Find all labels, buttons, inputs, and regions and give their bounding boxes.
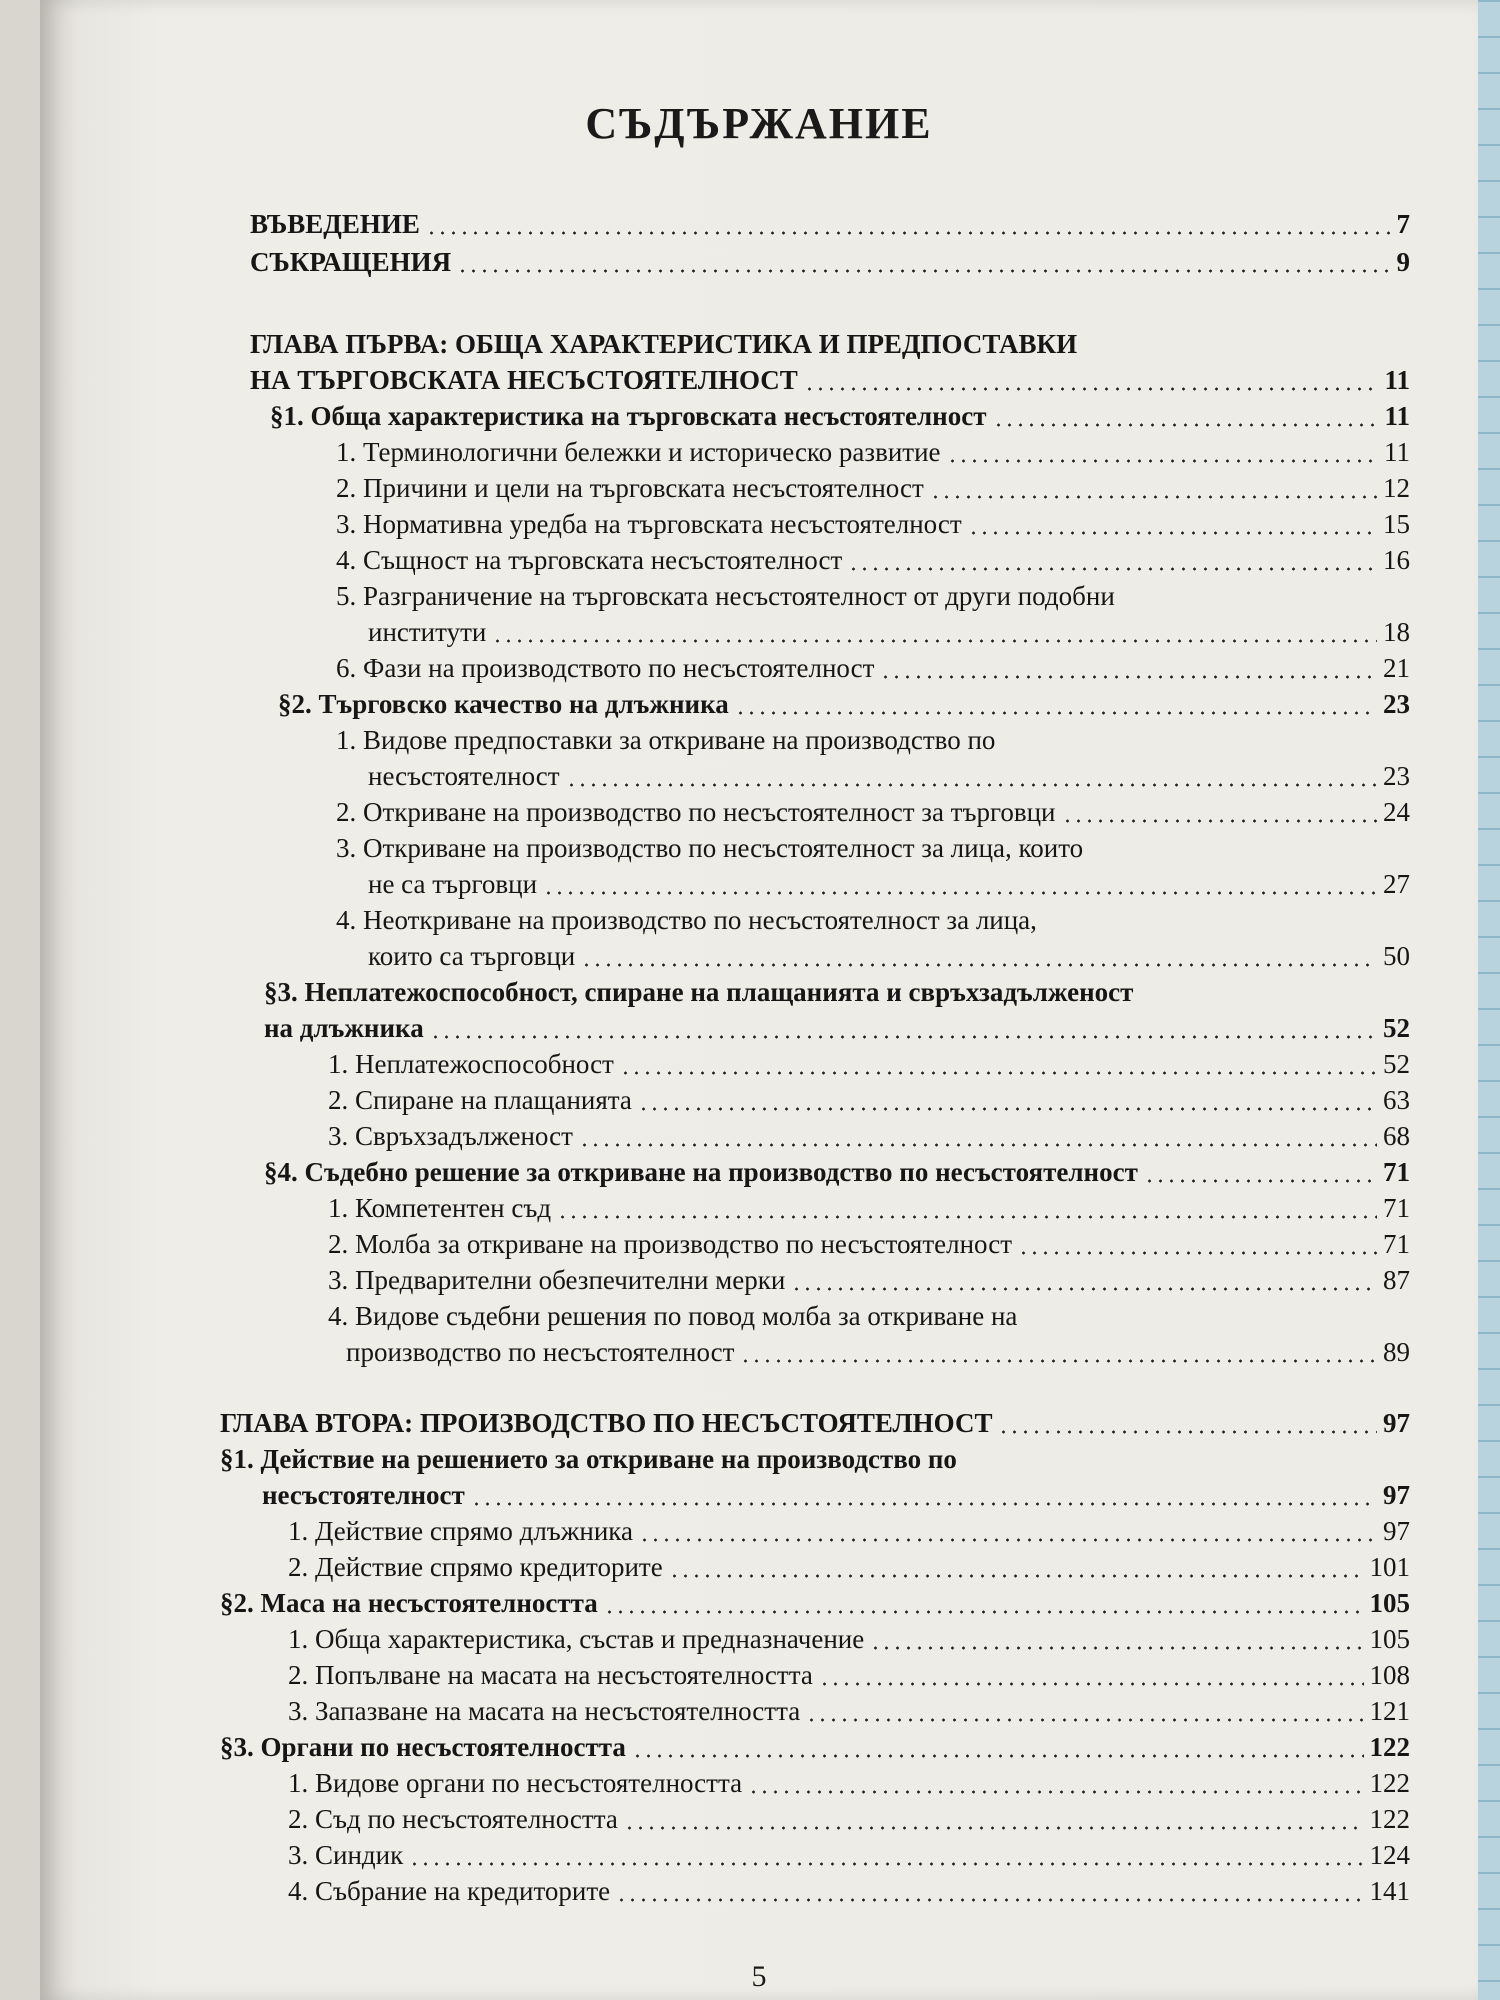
toc-entry-page: 71 bbox=[1383, 1157, 1410, 1187]
toc-item bbox=[336, 470, 1410, 506]
toc-item bbox=[288, 1765, 1410, 1801]
toc-entry-label: 6. Фази на производството по несъстоятелност bbox=[336, 653, 875, 683]
toc-section-1-3 bbox=[264, 1010, 1410, 1046]
dot-leader bbox=[791, 1287, 1377, 1291]
toc-item-line1: 5. Разграничение на търговската несъстоятелност от други подобни bbox=[336, 581, 1115, 611]
dot-leader bbox=[639, 1538, 1377, 1542]
toc-entry-page: 122 bbox=[1369, 1768, 1410, 1798]
dot-leader bbox=[620, 1071, 1377, 1075]
toc-item bbox=[336, 650, 1410, 686]
toc-entry-page: 11 bbox=[1384, 437, 1410, 467]
toc-item-line1: 4. Видове съдебни решения по повод молба за откриване на bbox=[328, 1301, 1018, 1331]
toc-entry-page: 52 bbox=[1383, 1013, 1410, 1043]
dot-leader bbox=[471, 1502, 1377, 1506]
toc-item bbox=[288, 1837, 1410, 1873]
dot-leader bbox=[426, 231, 1391, 235]
toc-item bbox=[328, 1082, 1410, 1118]
dot-leader bbox=[848, 567, 1377, 571]
book-page bbox=[40, 0, 1478, 2000]
toc-entry-page: 50 bbox=[1383, 941, 1410, 971]
toc-entry-label: 1. Компетентен съд bbox=[328, 1193, 552, 1223]
toc-entry-page: 122 bbox=[1369, 1732, 1410, 1762]
toc-item bbox=[328, 1190, 1410, 1226]
toc-item bbox=[368, 866, 1410, 902]
toc-entry-page: 12 bbox=[1383, 473, 1410, 503]
toc-item bbox=[288, 1873, 1410, 1909]
dot-leader bbox=[579, 1143, 1377, 1147]
toc-entry-label: 1. Терминологични бележки и историческо развитие bbox=[336, 437, 941, 467]
dot-leader bbox=[604, 1610, 1364, 1614]
toc-section-1-4 bbox=[264, 1154, 1410, 1190]
toc-entry-page: 68 bbox=[1383, 1121, 1410, 1151]
toc-entry-label: §3. Органи по несъстоятелността bbox=[220, 1732, 626, 1762]
toc-entry-page: 87 bbox=[1383, 1265, 1410, 1295]
dot-leader bbox=[638, 1107, 1377, 1111]
dot-leader bbox=[457, 269, 1390, 273]
toc-entry-label: 2. Попълване на масата на несъстоятелността bbox=[288, 1660, 813, 1690]
toc-entry-page: 27 bbox=[1383, 869, 1410, 899]
toc-entry-page: 105 bbox=[1369, 1624, 1410, 1654]
toc-entry-page: 108 bbox=[1369, 1660, 1410, 1690]
toc-section-1-2 bbox=[278, 686, 1410, 722]
toc-entry-label: производство по несъстоятелност bbox=[346, 1337, 735, 1367]
dot-leader bbox=[581, 963, 1377, 967]
toc-item bbox=[328, 1262, 1410, 1298]
toc-section-1-1 bbox=[270, 398, 1410, 434]
dot-leader bbox=[968, 531, 1377, 535]
toc-entry-page: 71 bbox=[1383, 1193, 1410, 1223]
toc-entry-label: 1. Неплатежоспособност bbox=[328, 1049, 614, 1079]
toc-item bbox=[328, 1118, 1410, 1154]
dot-leader bbox=[492, 639, 1377, 643]
page-title: СЪДЪРЖАНИЕ bbox=[585, 99, 933, 148]
toc-entry-label: 3. Синдик bbox=[288, 1840, 404, 1870]
table-of-contents bbox=[40, 0, 1478, 2000]
toc-entry-page: 18 bbox=[1383, 617, 1410, 647]
toc-section-1-3-line1: §3. Неплатежоспособност, спиране на плащанията и свръхзадълженост bbox=[264, 977, 1134, 1007]
toc-entry-page: 89 bbox=[1383, 1337, 1410, 1367]
toc-item bbox=[288, 1693, 1410, 1729]
toc-entry-label: ГЛАВА ВТОРА: ПРОИЗВОДСТВО ПО НЕСЪСТОЯТЕЛНОСТ bbox=[220, 1408, 993, 1438]
toc-chapter-1 bbox=[250, 362, 1410, 398]
dot-leader bbox=[543, 891, 1377, 895]
toc-entry-page: 11 bbox=[1384, 365, 1410, 395]
dot-leader bbox=[1018, 1251, 1377, 1255]
toc-item bbox=[336, 506, 1410, 542]
toc-entry-page: 63 bbox=[1383, 1085, 1410, 1115]
toc-item bbox=[328, 1046, 1410, 1082]
toc-item-line1: 1. Видове предпоставки за откриване на производство по bbox=[336, 725, 996, 755]
toc-section-2-1-line1: §1. Действие на решението за откриване на производство по bbox=[220, 1444, 957, 1474]
toc-entry-label: 1. Обща характеристика, състав и предназначение bbox=[288, 1624, 865, 1654]
toc-entry-label: 2. Причини и цели на търговската несъстоятелност bbox=[336, 473, 924, 503]
toc-entry-label: СЪКРАЩЕНИЯ bbox=[250, 247, 452, 277]
toc-entry-label: не са търговци bbox=[368, 869, 538, 899]
dot-leader bbox=[409, 1862, 1363, 1866]
toc-entry-page: 97 bbox=[1383, 1408, 1410, 1438]
dot-leader bbox=[998, 1430, 1377, 1434]
toc-entry-label: §2. Маса на несъстоятелността bbox=[220, 1588, 598, 1618]
toc-item bbox=[368, 758, 1410, 794]
toc-entry-page: 7 bbox=[1396, 209, 1410, 239]
toc-entry-page: 16 bbox=[1383, 545, 1410, 575]
toc-section-2-1 bbox=[262, 1477, 1410, 1513]
dot-leader bbox=[632, 1754, 1364, 1758]
toc-item bbox=[288, 1513, 1410, 1549]
toc-item bbox=[368, 938, 1410, 974]
toc-entry-label: несъстоятелност bbox=[368, 761, 560, 791]
dot-leader bbox=[870, 1646, 1363, 1650]
toc-entry-page: 124 bbox=[1369, 1840, 1410, 1870]
dot-leader bbox=[1144, 1179, 1377, 1183]
toc-entry-label: 1. Действие спрямо длъжника bbox=[288, 1516, 634, 1546]
dot-leader bbox=[930, 495, 1377, 499]
dot-leader bbox=[947, 459, 1378, 463]
toc-entry-label: 2. Откриване на производство по несъстоятелност за търговци bbox=[336, 797, 1056, 827]
toc-item bbox=[368, 614, 1410, 650]
toc-item bbox=[336, 434, 1410, 470]
dot-leader bbox=[806, 1718, 1363, 1722]
toc-entry-page: 97 bbox=[1383, 1516, 1410, 1546]
dot-leader bbox=[616, 1898, 1363, 1902]
toc-entry-page: 11 bbox=[1384, 401, 1410, 431]
toc-entry-label: ВЪВЕДЕНИЕ bbox=[250, 209, 420, 239]
toc-entry-label: 2. Съд по несъстоятелността bbox=[288, 1804, 618, 1834]
toc-entry-page: 105 bbox=[1369, 1588, 1410, 1618]
toc-chapter-2 bbox=[220, 1405, 1410, 1441]
toc-entry-page: 24 bbox=[1383, 797, 1410, 827]
toc-entry-label: 2. Молба за откриване на производство по несъстоятелност bbox=[328, 1229, 1013, 1259]
toc-entry-label: несъстоятелност bbox=[262, 1480, 465, 1510]
toc-entry-label: 4. Същност на търговската несъстоятелност bbox=[336, 545, 843, 575]
toc-item bbox=[328, 1226, 1410, 1262]
toc-entry-page: 15 bbox=[1383, 509, 1410, 539]
dot-leader bbox=[430, 1035, 1377, 1039]
toc-entry-abbreviations bbox=[250, 244, 1410, 280]
dot-leader bbox=[566, 783, 1377, 787]
dot-leader bbox=[993, 423, 1379, 427]
toc-entry-label: които са търговци bbox=[368, 941, 576, 971]
toc-entry-label: 4. Събрание на кредиторите bbox=[288, 1876, 611, 1906]
dot-leader bbox=[735, 711, 1377, 715]
toc-entry-label: институти bbox=[368, 617, 487, 647]
dot-leader bbox=[669, 1574, 1364, 1578]
toc-entry-introduction bbox=[250, 206, 1410, 242]
toc-entry-label: §1. Обща характеристика на търговската несъстоятелност bbox=[270, 401, 987, 431]
page-number: 5 bbox=[751, 1960, 767, 1993]
toc-entry-label: §4. Съдебно решение за откриване на производство по несъстоятелност bbox=[264, 1157, 1138, 1187]
toc-entry-label: 3. Нормативна уредба на търговската несъстоятелност bbox=[336, 509, 962, 539]
toc-entry-label: на длъжника bbox=[264, 1013, 424, 1043]
dot-leader bbox=[880, 675, 1377, 679]
toc-entry-label: 3. Свръхзадълженост bbox=[328, 1121, 573, 1151]
toc-section-2-3 bbox=[220, 1729, 1410, 1765]
dot-leader bbox=[740, 1359, 1377, 1363]
dot-leader bbox=[1062, 819, 1378, 823]
toc-chapter-1-heading-line1: ГЛАВА ПЪРВА: ОБЩА ХАРАКТЕРИСТИКА И ПРЕДПОСТАВКИ bbox=[250, 329, 1078, 359]
toc-entry-label: 2. Действие спрямо кредиторите bbox=[288, 1552, 663, 1582]
toc-entry-page: 52 bbox=[1383, 1049, 1410, 1079]
toc-item bbox=[346, 1334, 1410, 1370]
toc-section-2-2 bbox=[220, 1585, 1410, 1621]
toc-entry-page: 141 bbox=[1369, 1876, 1410, 1906]
toc-entry-label: §2. Търговско качество на длъжника bbox=[278, 689, 729, 719]
toc-item bbox=[336, 542, 1410, 578]
toc-item-line1: 3. Откриване на производство по несъстоятелност за лица, които bbox=[336, 833, 1084, 863]
toc-entry-label: 2. Спиране на плащанията bbox=[328, 1085, 632, 1115]
dot-leader bbox=[819, 1682, 1364, 1686]
toc-entry-page: 23 bbox=[1383, 761, 1410, 791]
toc-item bbox=[336, 794, 1410, 830]
toc-entry-label: НА ТЪРГОВСКАТА НЕСЪСТОЯТЕЛНОСТ bbox=[250, 365, 798, 395]
dot-leader bbox=[557, 1215, 1377, 1219]
dot-leader bbox=[748, 1790, 1363, 1794]
toc-entry-label: 1. Видове органи по несъстоятелността bbox=[288, 1768, 743, 1798]
toc-entry-page: 9 bbox=[1396, 247, 1410, 277]
toc-entry-label: 3. Запазване на масата на несъстоятелността bbox=[288, 1696, 801, 1726]
toc-item bbox=[288, 1801, 1410, 1837]
toc-entry-page: 122 bbox=[1369, 1804, 1410, 1834]
dot-leader bbox=[624, 1826, 1364, 1830]
toc-item bbox=[288, 1621, 1410, 1657]
toc-item-line1: 4. Неоткриване на производство по несъстоятелност за лица, bbox=[336, 905, 1037, 935]
toc-entry-label: 3. Предварителни обезпечителни мерки bbox=[328, 1265, 786, 1295]
dot-leader bbox=[804, 387, 1379, 391]
background-notebook-lines bbox=[1478, 0, 1500, 2000]
toc-item bbox=[288, 1549, 1410, 1585]
toc-entry-page: 97 bbox=[1383, 1480, 1410, 1510]
toc-entry-page: 121 bbox=[1369, 1696, 1410, 1726]
toc-entry-page: 21 bbox=[1383, 653, 1410, 683]
toc-item bbox=[288, 1657, 1410, 1693]
toc-entry-page: 101 bbox=[1369, 1552, 1410, 1582]
toc-entry-page: 23 bbox=[1383, 689, 1410, 719]
toc-entry-page: 71 bbox=[1383, 1229, 1410, 1259]
